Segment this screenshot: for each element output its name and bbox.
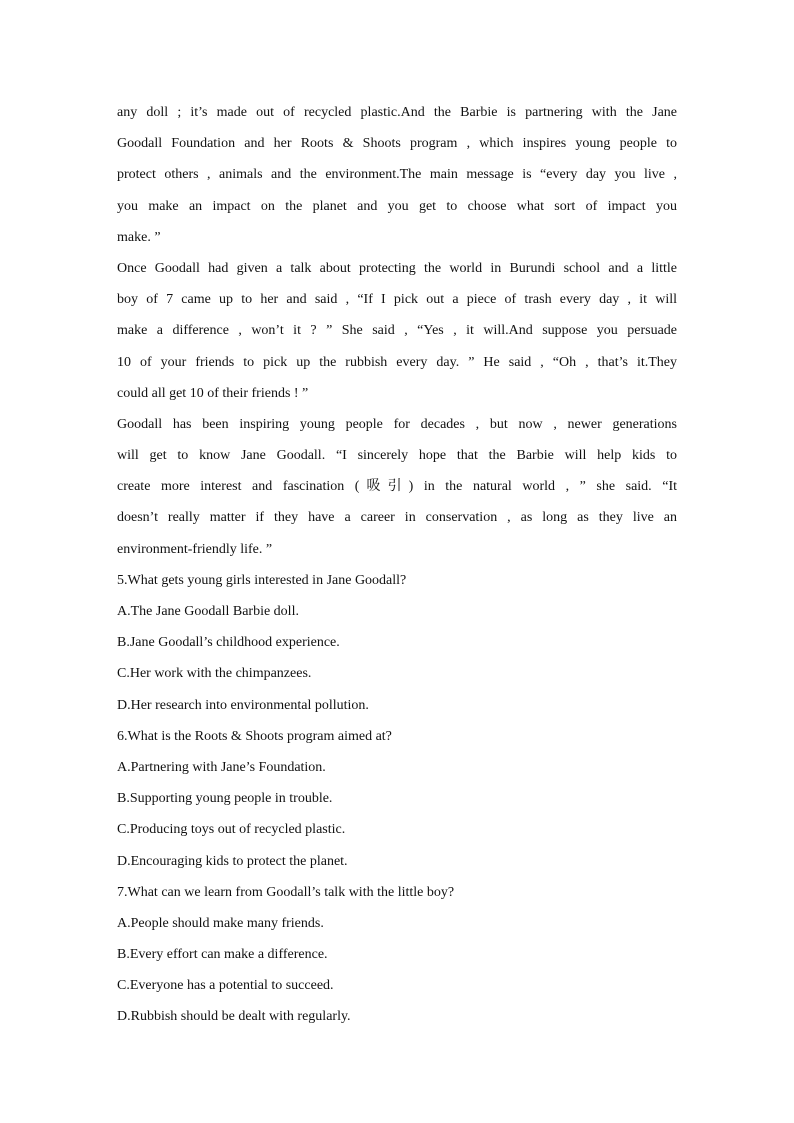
passage-line: create more interest and fascination (吸引) in the natural world , ” she said. “It [117, 479, 677, 495]
passage-line: environment-friendly life. ” [117, 541, 273, 557]
passage-line: boy of 7 came up to her and said , “If I pick out a piece of trash every day , it will [117, 292, 677, 308]
answer-option: D.Rubbish should be dealt with regularly. [117, 1009, 351, 1025]
answer-option: B.Jane Goodall’s childhood experience. [117, 635, 340, 651]
passage-line: could all get 10 of their friends ! ” [117, 385, 309, 401]
passage-line: make. ” [117, 229, 161, 245]
answer-option: C.Producing toys out of recycled plastic. [117, 822, 346, 838]
question-7 [117, 877, 677, 1033]
answer-option: B.Every effort can make a difference. [117, 947, 328, 963]
answer-option: A.People should make many friends. [117, 915, 324, 931]
question-5 [117, 565, 677, 721]
passage-line: will get to know Jane Goodall. “I sincerely hope that the Barbie will help kids to [117, 448, 677, 464]
answer-option: D.Her research into environmental pollution. [117, 697, 369, 713]
passage-line: make a difference , won’t it ? ” She said , “Yes , it will.And suppose you persuade [117, 323, 677, 339]
question-6 [117, 721, 677, 877]
passage-line: Once Goodall had given a talk about protecting the world in Burundi school and a little [117, 260, 677, 276]
passage-line: Goodall has been inspiring young people for decades , but now , newer generations [117, 416, 677, 432]
answer-option: D.Encouraging kids to protect the planet. [117, 853, 348, 869]
passage-line: protect others , animals and the environment.The main message is “every day you live , [117, 167, 677, 183]
passage-line: you make an impact on the planet and you get to choose what sort of impact you [117, 198, 677, 214]
answer-option: A.Partnering with Jane’s Foundation. [117, 759, 326, 775]
passage-line: Goodall Foundation and her Roots & Shoots program , which inspires young people to [117, 136, 677, 152]
passage-line: doesn’t really matter if they have a career in conservation , as long as they live an [117, 510, 677, 526]
question-stem: 5.What gets young girls interested in Jane Goodall? [117, 572, 407, 588]
answer-option: B.Supporting young people in trouble. [117, 791, 333, 807]
passage-paragraph-1 [117, 97, 677, 253]
question-stem: 7.What can we learn from Goodall’s talk with the little boy? [117, 884, 455, 900]
passage-line: 10 of your friends to pick up the rubbish every day. ” He said , “Oh , that’s it.They [117, 354, 677, 370]
question-stem: 6.What is the Roots & Shoots program aimed at? [117, 728, 392, 744]
answer-option: C.Everyone has a potential to succeed. [117, 978, 334, 994]
answer-option: C.Her work with the chimpanzees. [117, 666, 312, 682]
document-page [117, 97, 677, 1033]
passage-paragraph-2 [117, 253, 677, 409]
passage-line: any doll ; it’s made out of recycled plastic.And the Barbie is partnering with the Jane [117, 105, 677, 120]
answer-option: A.The Jane Goodall Barbie doll. [117, 604, 299, 619]
passage-paragraph-3 [117, 409, 677, 565]
